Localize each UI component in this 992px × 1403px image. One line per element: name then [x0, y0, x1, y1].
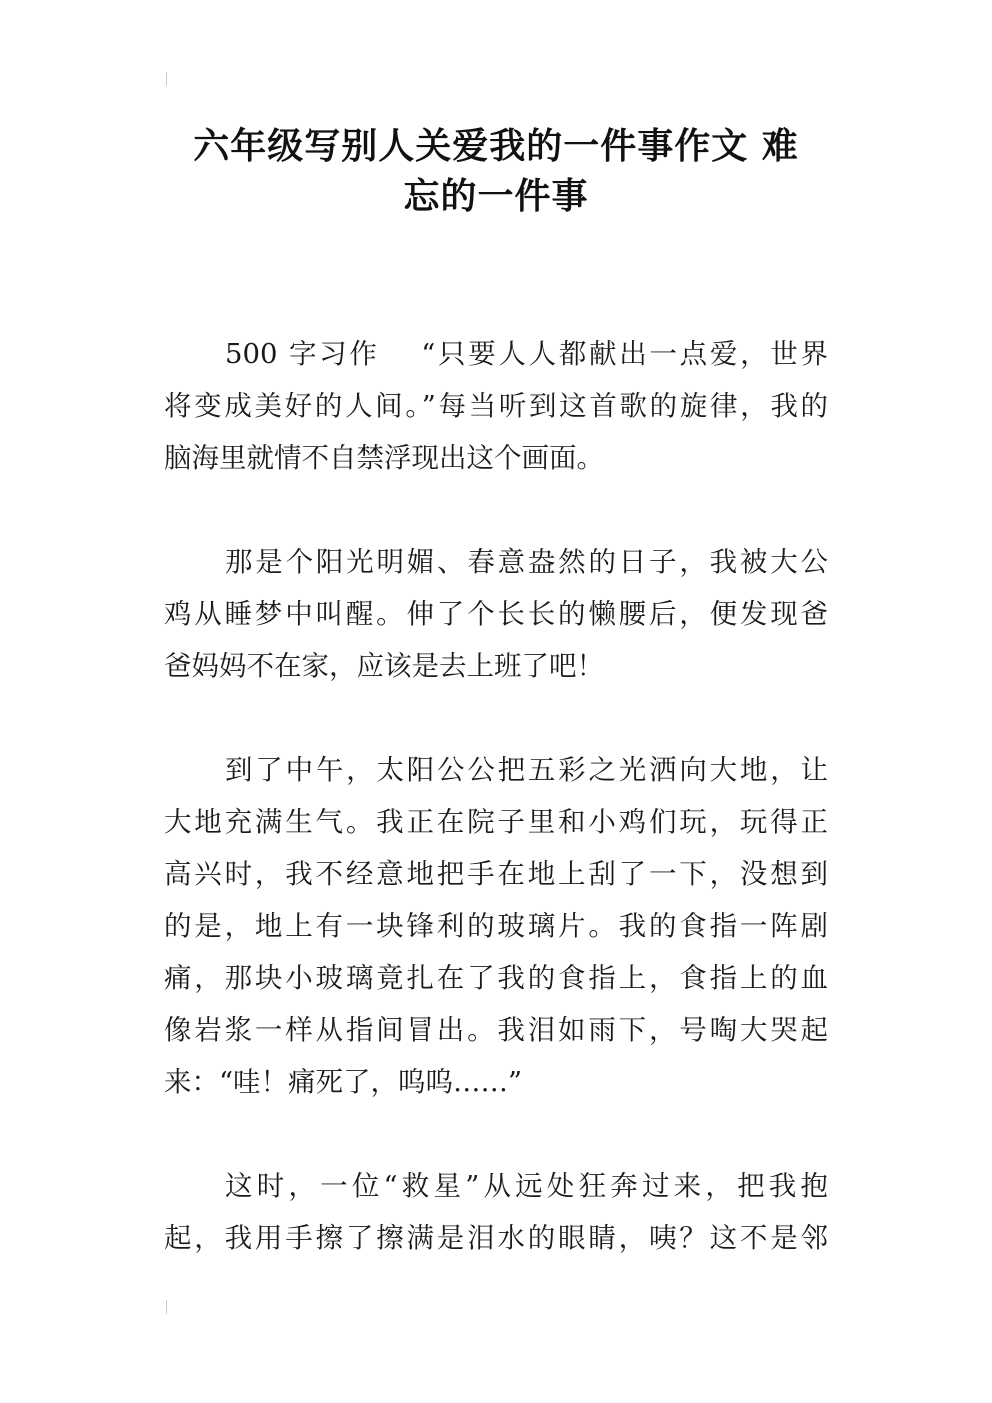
paragraph: [164, 1160, 828, 1264]
paragraph-line: 将变成美好的人间。”每当听到这首歌的旋律，我的: [164, 390, 828, 422]
page-corner-mark-bottom: [166, 1300, 167, 1314]
paragraph-line: 那是个阳光明媚、春意盎然的日子，我被大公: [225, 546, 828, 578]
page-corner-mark-top: [166, 72, 167, 86]
title-line: 忘的一件事: [403, 176, 589, 217]
paragraph-line: 到了中午，太阳公公把五彩之光洒向大地，让: [225, 754, 828, 786]
document-title: [164, 122, 828, 222]
paragraph-line: 痛，那块小玻璃竟扎在了我的食指上，食指上的血: [164, 962, 828, 994]
paragraph-line: 像岩浆一样从指间冒出。我泪如雨下，号啕大哭起: [164, 1014, 828, 1046]
paragraph-line: 起，我用手擦了擦满是泪水的眼睛，咦？这不是邻: [164, 1222, 828, 1254]
paragraph-line: 的是，地上有一块锋利的玻璃片。我的食指一阵剧: [164, 910, 828, 942]
paragraph-line: 来：“哇！痛死了，呜呜……”: [164, 1066, 523, 1098]
title-line: 六年级写别人关爱我的一件事作文 难: [193, 126, 799, 167]
paragraph-line: 脑海里就情不自禁浮现出这个画面。: [164, 442, 604, 474]
paragraph-line: 这时，一位“救星”从远处狂奔过来，把我抱: [225, 1170, 828, 1202]
paragraph-line: 鸡从睡梦中叫醒。伸了个长长的懒腰后，便发现爸: [164, 598, 828, 630]
paragraph-line: 爸妈妈不在家，应该是去上班了吧！: [164, 650, 604, 682]
paragraph-line: 大地充满生气。我正在院子里和小鸡们玩，玩得正: [164, 806, 828, 838]
paragraph-line: 500 字习作 “只要人人都献出一点爱，世界: [225, 338, 828, 370]
paragraph: [164, 744, 828, 1108]
paragraph-line: 高兴时，我不经意地把手在地上刮了一下，没想到: [164, 858, 828, 890]
paragraph: [164, 328, 828, 484]
paragraph: [164, 536, 828, 692]
